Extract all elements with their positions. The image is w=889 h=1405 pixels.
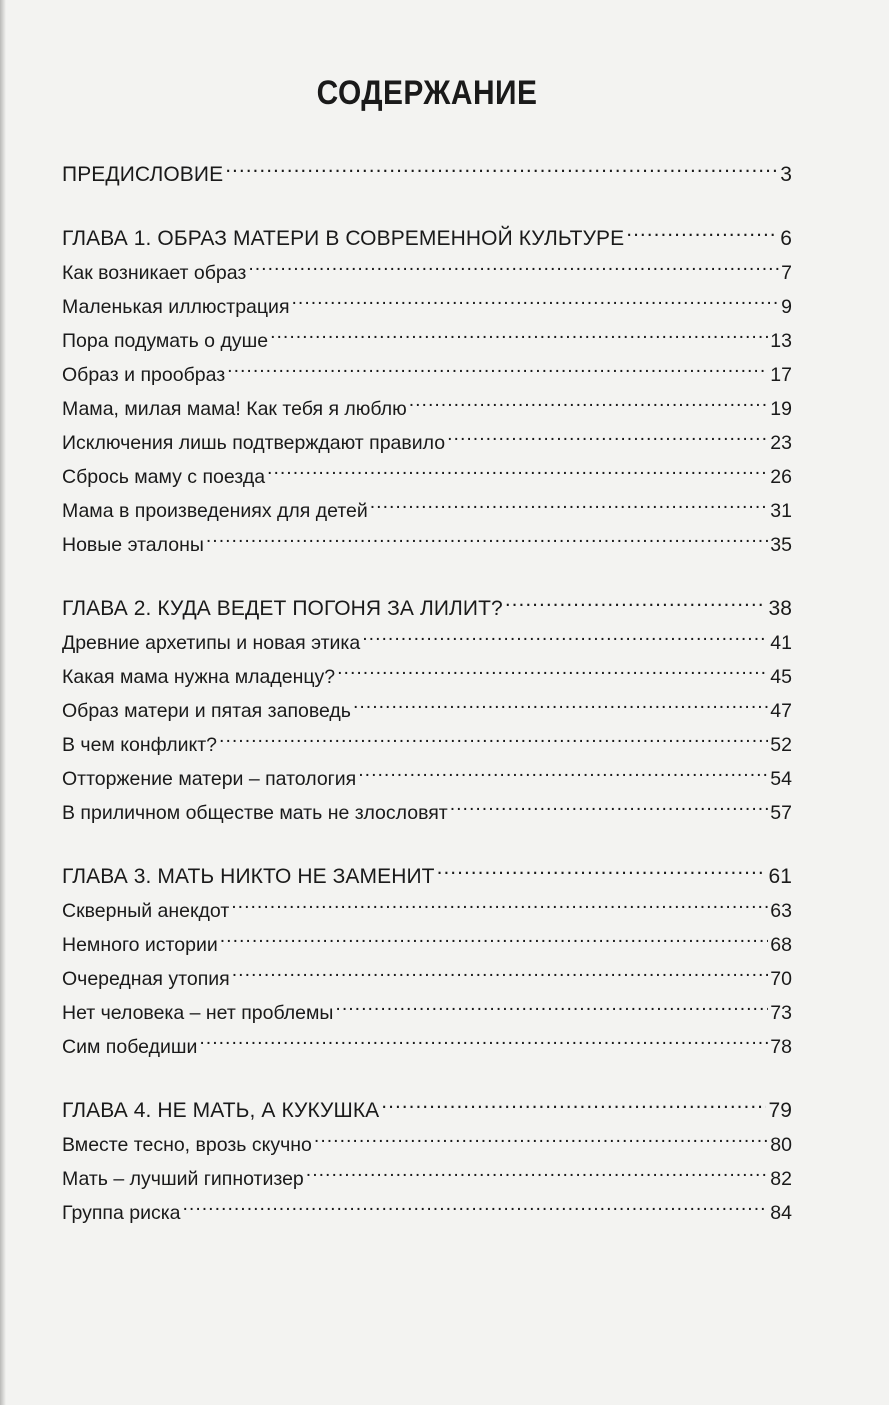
toc-chapter-entry [62,1094,792,1128]
toc-entry-label: Группа риска [62,1202,181,1224]
dot-leader [335,1000,768,1020]
toc-page-number: 7 [781,262,792,284]
dot-leader [270,328,768,348]
dot-leader [314,1132,768,1152]
toc-chapter-entry [62,860,792,894]
dot-leader [267,464,768,484]
toc-entry-label: Очередная утопия [62,968,230,990]
dot-leader [225,160,778,181]
toc-entry-label: Мама в произведениях для детей [62,500,368,522]
toc-entry-label: Образ матери и пятая заповедь [62,700,351,722]
toc-entry-label: ГЛАВА 4. НЕ МАТЬ, А КУКУШКА [62,1099,380,1122]
toc-page-number: 26 [770,466,792,488]
toc-entry [62,796,792,830]
toc-page-number: 23 [770,432,792,454]
dot-leader [353,698,768,718]
toc-page-number: 6 [780,227,792,250]
dot-leader [337,664,768,684]
toc-entry-label: Скверный анекдот [62,900,230,922]
toc-entry-label: Немного истории [62,934,218,956]
toc-entry-label: Мать – лучший гипнотизер [62,1168,304,1190]
toc-entry [62,762,792,796]
toc-page-number: 68 [770,934,792,956]
dot-leader [206,532,768,552]
toc-page-number: 13 [770,330,792,352]
toc-entry-label: ПРЕДИСЛОВИЕ [62,163,224,186]
dot-leader [248,260,779,280]
toc-page-number: 84 [770,1202,792,1224]
toc-page-number: 31 [770,500,792,522]
toc-list [62,158,792,1230]
toc-entry [62,460,792,494]
toc-entry [62,494,792,528]
toc-entry-label: ГЛАВА 1. ОБРАЗ МАТЕРИ В СОВРЕМЕННОЙ КУЛЬТУРЕ [62,227,625,250]
toc-page-number: 52 [770,734,792,756]
dot-leader [220,932,769,952]
toc-entry [62,392,792,426]
dot-leader [362,630,768,650]
page-title: СОДЕРЖАНИЕ [316,74,538,112]
toc-entry [62,256,792,290]
dot-leader [370,498,769,518]
toc-page-number: 57 [770,802,792,824]
toc-page-number: 78 [770,1036,792,1058]
toc-entry-label: Как возникает образ [62,262,247,284]
toc-chapter-entry [62,158,792,192]
dot-leader [231,898,768,918]
toc-page-number: 9 [781,296,792,318]
toc-page-number: 45 [770,666,792,688]
toc-page-number: 17 [770,364,792,386]
toc-entry [62,528,792,562]
dot-leader [450,800,769,820]
toc-page-number: 80 [770,1134,792,1156]
dot-leader [232,966,769,986]
dot-leader [306,1166,769,1186]
dot-leader [505,594,767,615]
toc-page-number: 41 [770,632,792,654]
toc-entry [62,358,792,392]
toc-page-number: 35 [770,534,792,556]
toc-entry [62,426,792,460]
toc-entry [62,1162,792,1196]
table-of-contents [62,66,792,1230]
toc-entry-label: Сбрось маму с поезда [62,466,266,488]
toc-entry-label: В чем конфликт? [62,734,218,756]
toc-page-number: 54 [770,768,792,790]
toc-entry [62,694,792,728]
toc-page-number: 47 [770,700,792,722]
toc-entry-label: ГЛАВА 2. КУДА ВЕДЕТ ПОГОНЯ ЗА ЛИЛИТ? [62,597,503,620]
toc-entry [62,1128,792,1162]
dot-leader [358,766,768,786]
toc-entry-label: Сим победиши [62,1036,198,1058]
toc-page-number: 79 [768,1099,792,1122]
toc-page-number: 38 [768,597,792,620]
toc-entry-label: Маленькая иллюстрация [62,296,290,318]
toc-entry [62,962,792,996]
toc-entry [62,660,792,694]
toc-entry-label: Образ и прообраз [62,364,226,386]
toc-entry [62,290,792,324]
toc-entry [62,1196,792,1230]
dot-leader [447,430,768,450]
toc-entry-label: Древние архетипы и новая этика [62,632,361,654]
dot-leader [227,362,768,382]
toc-entry-label: Какая мама нужна младенцу? [62,666,336,688]
toc-page-number: 73 [770,1002,792,1024]
toc-entry-label: Вместе тесно, врозь скучно [62,1134,312,1156]
dot-leader [409,396,769,416]
dot-leader [183,1200,769,1220]
dot-leader [199,1034,768,1054]
toc-entry [62,324,792,358]
toc-page-number: 63 [770,900,792,922]
toc-entry-label: Мама, милая мама! Как тебя я люблю [62,398,407,420]
toc-entry [62,626,792,660]
toc-page-number: 82 [770,1168,792,1190]
dot-leader [292,294,780,314]
toc-entry-label: Исключения лишь подтверждают правило [62,432,446,454]
toc-page-number: 3 [780,163,792,186]
toc-page-number: 19 [770,398,792,420]
toc-page-number: 61 [768,865,792,888]
dot-leader [219,732,768,752]
toc-entry-label: Нет человека – нет проблемы [62,1002,334,1024]
toc-entry [62,928,792,962]
toc-chapter-entry [62,592,792,626]
toc-entry [62,1030,792,1064]
toc-entry-label: Пора подумать о душе [62,330,269,352]
dot-leader [381,1096,766,1117]
toc-entry-label: Отторжение матери – патология [62,768,357,790]
toc-entry [62,996,792,1030]
toc-entry [62,728,792,762]
toc-chapter-entry [62,222,792,256]
dot-leader [626,224,778,245]
toc-entry-label: В приличном обществе мать не злословят [62,802,448,824]
toc-entry-label: Новые эталоны [62,534,204,556]
toc-entry-label: ГЛАВА 3. МАТЬ НИКТО НЕ ЗАМЕНИТ [62,865,435,888]
dot-leader [437,862,767,883]
toc-page-number: 70 [770,968,792,990]
toc-entry [62,894,792,928]
